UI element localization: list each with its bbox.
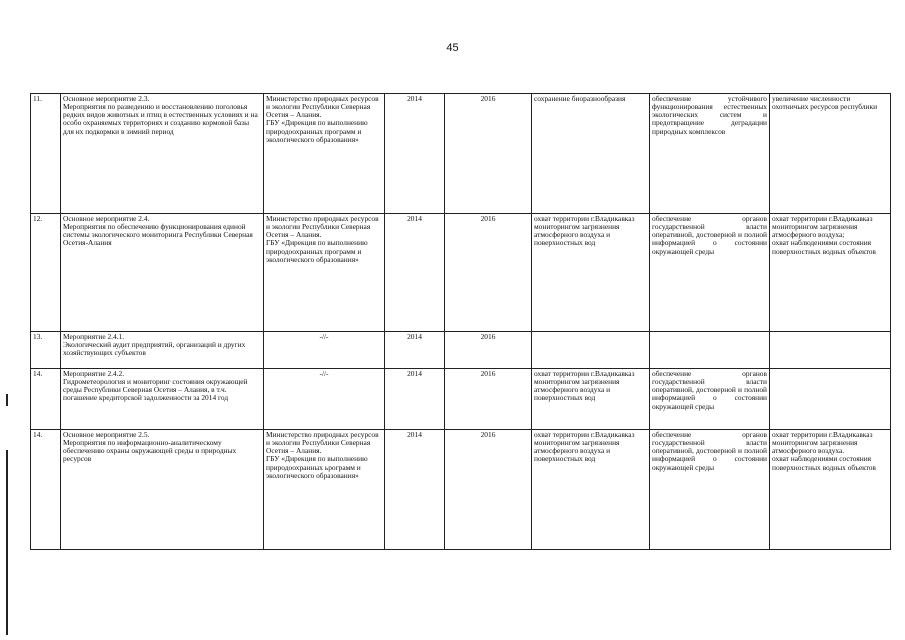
indicator-cell xyxy=(770,332,891,369)
end-year-cell: 2016 xyxy=(445,214,532,332)
table-row xyxy=(31,430,891,550)
measures-table-body xyxy=(31,94,891,550)
measure-cell: Основное мероприятие 2.4. Мероприятия по обеспечению функционирования единой системы экологического мониторинга Республики Северная Осетия-Алания xyxy=(61,214,264,332)
consequence-cell xyxy=(650,332,770,369)
consequence-cell: обеспечение органов государственной власти оперативной, достоверной и полной информацией о состоянии окружающей среды xyxy=(650,214,770,332)
executor-cell: Министерство природных ресурсов и экологии Республики Северная Осетия – Алания. ГБУ «Дирекция по выполнению природоохранных программ и экологического образования» xyxy=(264,214,385,332)
start-year-cell: 2014 xyxy=(385,369,445,430)
measure-cell: Основное мероприятие 2.3. Мероприятия по разведению и восстановлению поголовья редких видов животных и птиц в естественных условиях и на особо охраняемых территориях и созданию кормовой базы для их подкормки в зимний период xyxy=(61,94,264,214)
start-year-cell: 2014 xyxy=(385,94,445,214)
scan-edge-line xyxy=(6,394,8,406)
start-year-cell: 2014 xyxy=(385,332,445,369)
executor-cell: Министерство природных ресурсов и экологии Республики Северная Осетия – Алания. ГБУ «Дирекция по выполнению природоохранных программ и экологического образования» xyxy=(264,94,385,214)
indicator-cell: охват территории г.Владикавказ мониторингом загрязнения атмосферного воздуха. охват наблюдениями состояния поверхностных водных объектов xyxy=(770,430,891,550)
table-row xyxy=(31,369,891,430)
expected-result-cell: охват территории г.Владикавказ мониторингом загрязнения атмосферного воздуха и поверхностных вод xyxy=(532,369,650,430)
page-number: 45 xyxy=(446,42,459,54)
row-number-cell: 14. xyxy=(31,430,61,550)
executor-cell: -//- xyxy=(264,369,385,430)
row-number-cell: 13. xyxy=(31,332,61,369)
row-number-cell: 14. xyxy=(31,369,61,430)
row-number-cell: 11. xyxy=(31,94,61,214)
end-year-cell: 2016 xyxy=(445,430,532,550)
expected-result-cell: сохранение биоразнообразия xyxy=(532,94,650,214)
measures-table xyxy=(30,93,891,550)
consequence-cell: обеспечение органов государственной власти оперативной, достоверной и полной информацией о состоянии окружающей среды xyxy=(650,430,770,550)
consequence-cell: обеспечение устойчивого функционирования естественных экологических систем и предотвращение деградации природных комплексов xyxy=(650,94,770,214)
indicator-cell: увеличение численности охотничьих ресурсов республики xyxy=(770,94,891,214)
executor-cell: Министерство природных ресурсов и экологии Республики Северная Осетия – Алания. ГБУ «Дирекция по выполнению природоохранных ьрограмм и экологического образования» xyxy=(264,430,385,550)
executor-cell: -//- xyxy=(264,332,385,369)
measure-cell: Мероприятие 2.4.2. Гидрометеорология и мониторинг состояния окружающей среды Республики Северная Осетия – Алания, в т.ч. погашение кредиторской задолженности за 2014 год xyxy=(61,369,264,430)
consequence-cell: обеспечение органов государственной власти оперативной, достоверной и полной информацией о состоянии окружающей среды xyxy=(650,369,770,430)
measure-cell: Основное мероприятие 2.5. Мероприятия по информационно-аналитическому обеспечению охраны окружающей среды и природных ресурсов xyxy=(61,430,264,550)
table-row xyxy=(31,214,891,332)
table-row xyxy=(31,94,891,214)
table-row xyxy=(31,332,891,369)
measure-cell: Мероприятие 2.4.1. Экологический аудит предприятий, организаций и других хозяйствующих субъектов xyxy=(61,332,264,369)
scan-edge-line xyxy=(6,450,8,635)
start-year-cell: 2014 xyxy=(385,214,445,332)
expected-result-cell xyxy=(532,332,650,369)
end-year-cell: 2016 xyxy=(445,369,532,430)
expected-result-cell: охват территории г.Владикавказ мониторингом загрязнения атмосферного воздуха и поверхностных вод xyxy=(532,214,650,332)
indicator-cell xyxy=(770,369,891,430)
start-year-cell: 2014 xyxy=(385,430,445,550)
end-year-cell: 2016 xyxy=(445,94,532,214)
indicator-cell: охват территории г.Владикавказ мониторингом загрязнения атмосферного воздуха; охват наблюдениями состояния поверхностных водных объектов xyxy=(770,214,891,332)
expected-result-cell: охват территории г.Владикавказ мониторингом загрязнения атмосферного воздуха и поверхностных вод xyxy=(532,430,650,550)
end-year-cell: 2016 xyxy=(445,332,532,369)
row-number-cell: 12. xyxy=(31,214,61,332)
